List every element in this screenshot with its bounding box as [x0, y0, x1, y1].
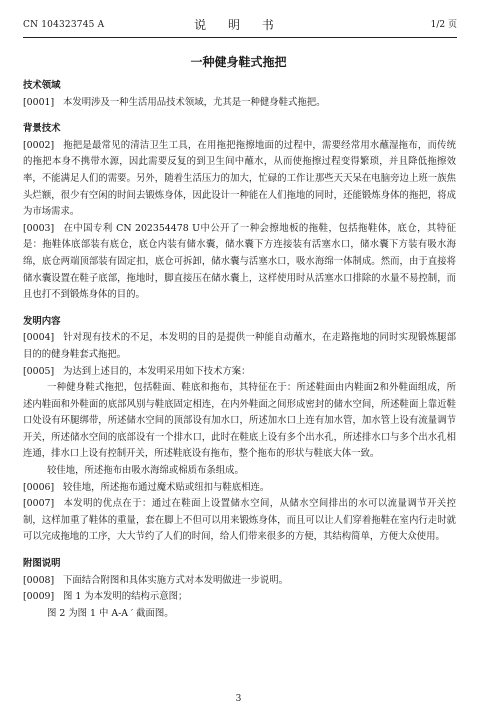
document-body — [23, 78, 456, 622]
paragraph-text: 在中国专利 CN 202354478 U中公开了一种会擦地板的拖鞋，包括拖鞋体，底仓，其特征是：拖鞋体底部装有底仓，底仓内装有储水囊，储水囊下方连接装有活塞水口，储水囊下方装有吸水海绵，底仓两端顶部装有固定扣，底仓可拆卸，储水囊与活塞水口，吸水海绵一体制成。然而，由于直接将储水囊设置在鞋子底部，拖地时，脚直接压在储水囊上，这样使用时从活塞水口排除的水量不易控制，而且也打不到锻炼身体的目的。 — [23, 222, 456, 301]
paragraph-0005 — [23, 364, 456, 381]
paragraph-text: 较佳地，所述拖布通过魔术贴或纽扣与鞋底相连。 — [63, 481, 270, 493]
paragraph-text: 本发明的优点在于：通过在鞋面上设置储水空间，从储水空间排出的水可以流量调节开关控制，这样加重了鞋体的重量，套在脚上不但可以用来锻炼身体，而且可以让人们穿着拖鞋在室内行走时就可以完成拖地的工序，大大节约了人们的时间，给人们带来很多的方便，其结构简单，方便大众使用。 — [23, 498, 456, 543]
section-heading-drawings: 附图说明 — [23, 558, 61, 570]
paragraph-text: 图 1 为本发明的结构示意图； — [63, 591, 188, 603]
section-heading-background: 背景技术 — [23, 123, 61, 135]
section-heading-tech-field: 技术领域 — [23, 80, 61, 91]
paragraph-0007 — [23, 496, 456, 546]
paragraph-0003 — [23, 221, 456, 304]
paragraph-number: [0001] — [23, 96, 55, 108]
paragraph-number: [0009] — [23, 591, 55, 603]
paragraph-0009-line-2: 图 2 为图 1 中 A-A ′ 截面图。 — [47, 607, 174, 619]
paragraph-0005-body-2: 较佳地，所述拖布由吸水海绵或棉质布条组成。 — [47, 465, 244, 477]
document-type: 说 明 书 — [194, 18, 283, 32]
paragraph-number: [0006] — [23, 481, 55, 493]
patent-number: CN 104323745 A — [23, 20, 105, 30]
paragraph-text: 本发明涉及一种生活用品技术领域，尤其是一种健身鞋式拖把。 — [63, 96, 326, 108]
page-info: 1/2 页 — [430, 20, 457, 30]
paragraph-number: [0004] — [23, 332, 55, 344]
paragraph-0001 — [23, 95, 456, 112]
document-title: 一种健身鞋式拖把 — [190, 55, 287, 69]
paragraph-0002 — [23, 138, 456, 221]
paragraph-text: 为达到上述目的，本发明采用如下技术方案： — [63, 365, 251, 377]
paragraph-number: [0002] — [23, 139, 55, 151]
header-rule — [23, 37, 457, 38]
paragraph-text: 下面结合附图和具体实施方式对本发明做进一步说明。 — [63, 574, 289, 586]
paragraph-0005-body: 一种健身鞋式拖把，包括鞋面、鞋底和拖布，其特征在于：所述鞋面由内鞋面2和外鞋面组成，所述内鞋面和外鞋面的底部风别与鞋底固定相连，在内外鞋面之间形成密封的储水空间，所述鞋面上靠近鞋口处设有环腿绑带，所述储水空间的顶部设有加水口，所述加水口上连有加水管，加水管上设有流量调节开关，所述储水空间的底部设有一个排水口，此时在鞋底上设有多个出水孔，所述排水口与多个出水孔相连通，排水口上设有控制开关，所述鞋底设有拖布，整个拖布的形状与鞋底大体一致。 — [23, 382, 456, 460]
paragraph-0009 — [23, 589, 456, 606]
paragraph-0008 — [23, 573, 456, 590]
paragraph-0004 — [23, 330, 456, 363]
paragraph-text: 针对现有技术的不足，本发明的目的是提供一种能自动蘸水，在走路拖地的同时实现锻炼腿部目的的健身鞋套式拖把。 — [23, 332, 456, 360]
paragraph-number: [0003] — [23, 222, 55, 234]
paragraph-text: 拖把是最常见的清洁卫生工具，在用拖把拖擦地面的过程中，需要经常用水蘸湿拖布，而传统的拖把本身不携带水源，因此需要反复的到卫生间中蘸水，从而使拖擦过程变得繁琐，并且降低拖擦效率，不能满足人们的需要。另外，随着生活压力的加大，忙碌的工作让那些天天呆在电脑旁边上班一族焦头烂额，很少有空闲的时间去锻炼身体，因此设计一种能在人们拖地的同时，还能锻炼身体的拖把，将成为市场需求。 — [23, 139, 456, 218]
paragraph-number: [0007] — [23, 498, 55, 510]
paragraph-0006 — [23, 480, 456, 497]
paragraph-number: [0008] — [23, 574, 55, 586]
section-heading-summary: 发明内容 — [23, 315, 61, 327]
paragraph-number: [0005] — [23, 365, 55, 377]
page-number: 3 — [235, 694, 242, 704]
